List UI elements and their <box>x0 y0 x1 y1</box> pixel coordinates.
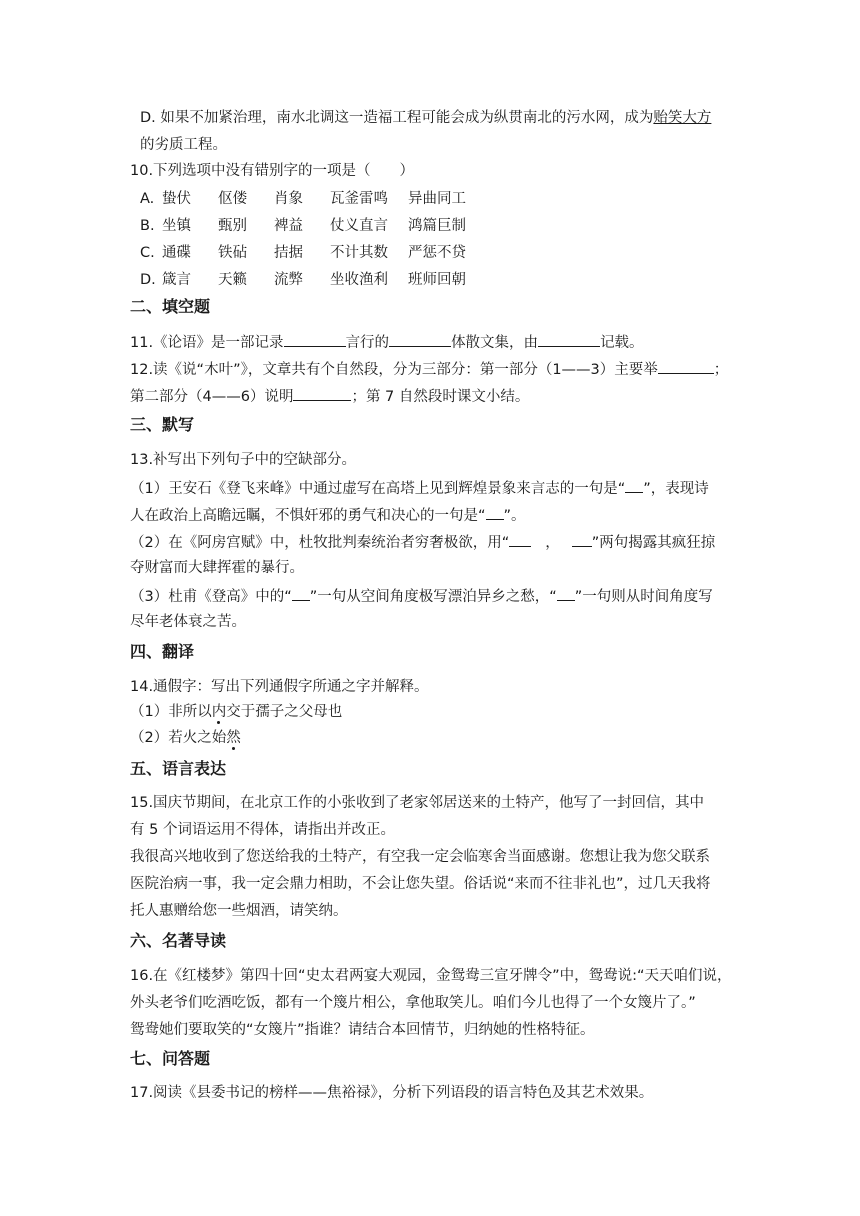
option-word: 铁砧 <box>218 245 247 261</box>
option-word: 仗义直言 <box>330 218 388 234</box>
blank <box>625 477 643 493</box>
q16-line2: 外头老爷们吃酒吃饭，都有一个篾片相公，拿他取笑儿。咱们今儿也得了一个女篾片了。” <box>130 995 696 1011</box>
q10-option-a <box>140 189 486 209</box>
option-word: 裨益 <box>274 218 303 234</box>
q9-option-d-line1: D. 如果不加紧治理，南水北调这一造福工程可能会成为纵贯南北的污水网，成为贻笑大方 <box>140 110 712 126</box>
option-label: A. <box>140 191 155 207</box>
option-word: 异曲同工 <box>408 191 466 207</box>
option-word: 坐镇 <box>162 218 191 234</box>
blank <box>658 358 714 374</box>
option-word: 瓦釜雷鸣 <box>330 191 388 207</box>
q15-letter-line3: 托人惠赠给您一些烟酒，请笑纳。 <box>130 903 348 919</box>
q12-line2: 第二部分（4——6）说明 ；第 7 自然段时课文小结。 <box>130 385 529 407</box>
option-word: 流弊 <box>274 272 303 288</box>
option-word: 拮据 <box>274 245 303 261</box>
blank <box>292 585 310 601</box>
q15-letter-line1: 我很高兴地收到了您送给我的土特产，有空我一定会临寒舍当面感谢。您想让我为您父联系 <box>130 849 710 865</box>
q10-option-c <box>140 243 486 263</box>
q11: 11.《论语》是一部记录 言行的 体散文集，由 记载。 <box>130 331 644 353</box>
q10-option-b <box>140 216 486 236</box>
q13-item3-line2: 尽年老体衰之苦。 <box>130 614 246 630</box>
option-word: 蛰伏 <box>162 191 191 207</box>
dotted-character: 内 <box>211 704 227 720</box>
q13-item2-line1: （2）在《阿房宫赋》中，杜牧批判秦统治者穷奢极欲，用“ ， ”两句揭露其疯狂掠 <box>130 531 715 553</box>
q15-line1: 15.国庆节期间，在北京工作的小张收到了老家邻居送来的土特产，他写了一封回信，其中 <box>130 795 705 811</box>
q13-item2-line2: 夺财富而大肆挥霍的暴行。 <box>130 560 304 576</box>
q13-item1-line1: （1）王安石《登飞来峰》中通过虚写在高塔上见到辉煌景象来言志的一句是“ ”，表现诗 <box>130 477 709 499</box>
q17: 17.阅读《县委书记的榜样——焦裕禄》，分析下列语段的语言特色及其艺术效果。 <box>130 1085 654 1101</box>
q15-line2: 有 5 个词语运用不得体，请指出并改正。 <box>130 822 395 838</box>
dotted-character: 然 <box>226 730 241 746</box>
q10-stem: 10.下列选项中没有错别字的一项是（ ） <box>130 163 415 179</box>
q14-stem: 14.通假字：写出下列通假字所通之字并解释。 <box>130 679 429 695</box>
option-word: 不计其数 <box>330 245 388 261</box>
option-word: 甄别 <box>218 218 247 234</box>
q14-item1: （1）非所以内交于孺子之父母也 <box>130 704 343 720</box>
blank <box>572 531 592 547</box>
section-heading-qa: 七、问答题 <box>130 1049 211 1068</box>
option-word: 肖象 <box>274 191 303 207</box>
blank <box>284 331 346 347</box>
option-label: D. <box>140 272 156 288</box>
blank <box>486 504 504 520</box>
option-label: B. <box>140 218 155 234</box>
option-word: 严惩不贷 <box>408 245 466 261</box>
option-word: 班师回朝 <box>408 272 466 288</box>
blank <box>538 331 600 347</box>
section-heading-translation: 四、翻译 <box>130 642 195 661</box>
option-word: 鸿篇巨制 <box>408 218 466 234</box>
q10-option-d <box>140 270 486 290</box>
q16-line1: 16.在《红楼梦》第四十回“史太君两宴大观园，金鸳鸯三宣牙牌令”中，鸳鸯说:“天天咱们说， <box>130 968 732 984</box>
q14-item2: （2）若火之始然 <box>130 730 241 746</box>
q13-item3-line1: （3）杜甫《登高》中的“ ”一句从空间角度极写漂泊异乡之愁，“ ”一句则从时间角度写 <box>130 585 713 607</box>
q13-stem: 13.补写出下列句子中的空缺部分。 <box>130 452 357 468</box>
blank <box>557 585 575 601</box>
section-heading-fill-in: 二、填空题 <box>130 297 211 316</box>
blank <box>509 531 531 547</box>
option-word: 坐收渔利 <box>330 272 388 288</box>
section-heading-classic-reading: 六、名著导读 <box>130 931 227 950</box>
q12-line1: 12.读《说“木叶”》，文章共有个自然段，分为三部分：第一部分（1——3）主要举 ； <box>130 358 728 380</box>
q9-option-d-line2: 的劣质工程。 <box>140 137 227 153</box>
blank <box>389 331 451 347</box>
blank <box>293 385 351 401</box>
underlined-idiom: 贻笑大方 <box>653 110 712 126</box>
section-heading-language-expression: 五、语言表达 <box>130 759 227 778</box>
q15-letter-line2: 医院治病一事，我一定会鼎力相助，不会让您失望。俗话说“来而不往非礼也”，过几天我将 <box>130 876 711 892</box>
q13-item1-line2: 人在政治上高瞻远瞩，不惧奸邪的勇气和决心的一句是“ ”。 <box>130 504 526 526</box>
option-word: 箴言 <box>162 272 191 288</box>
option-word: 通碟 <box>162 245 191 261</box>
q16-line3: 鸳鸯她们要取笑的“女篾片”指谁？请结合本回情节，归纳她的性格特征。 <box>130 1022 595 1038</box>
option-label: C. <box>140 245 155 261</box>
option-word: 伛偻 <box>218 191 247 207</box>
option-word: 天籁 <box>218 272 247 288</box>
section-heading-dictation: 三、默写 <box>130 415 195 434</box>
